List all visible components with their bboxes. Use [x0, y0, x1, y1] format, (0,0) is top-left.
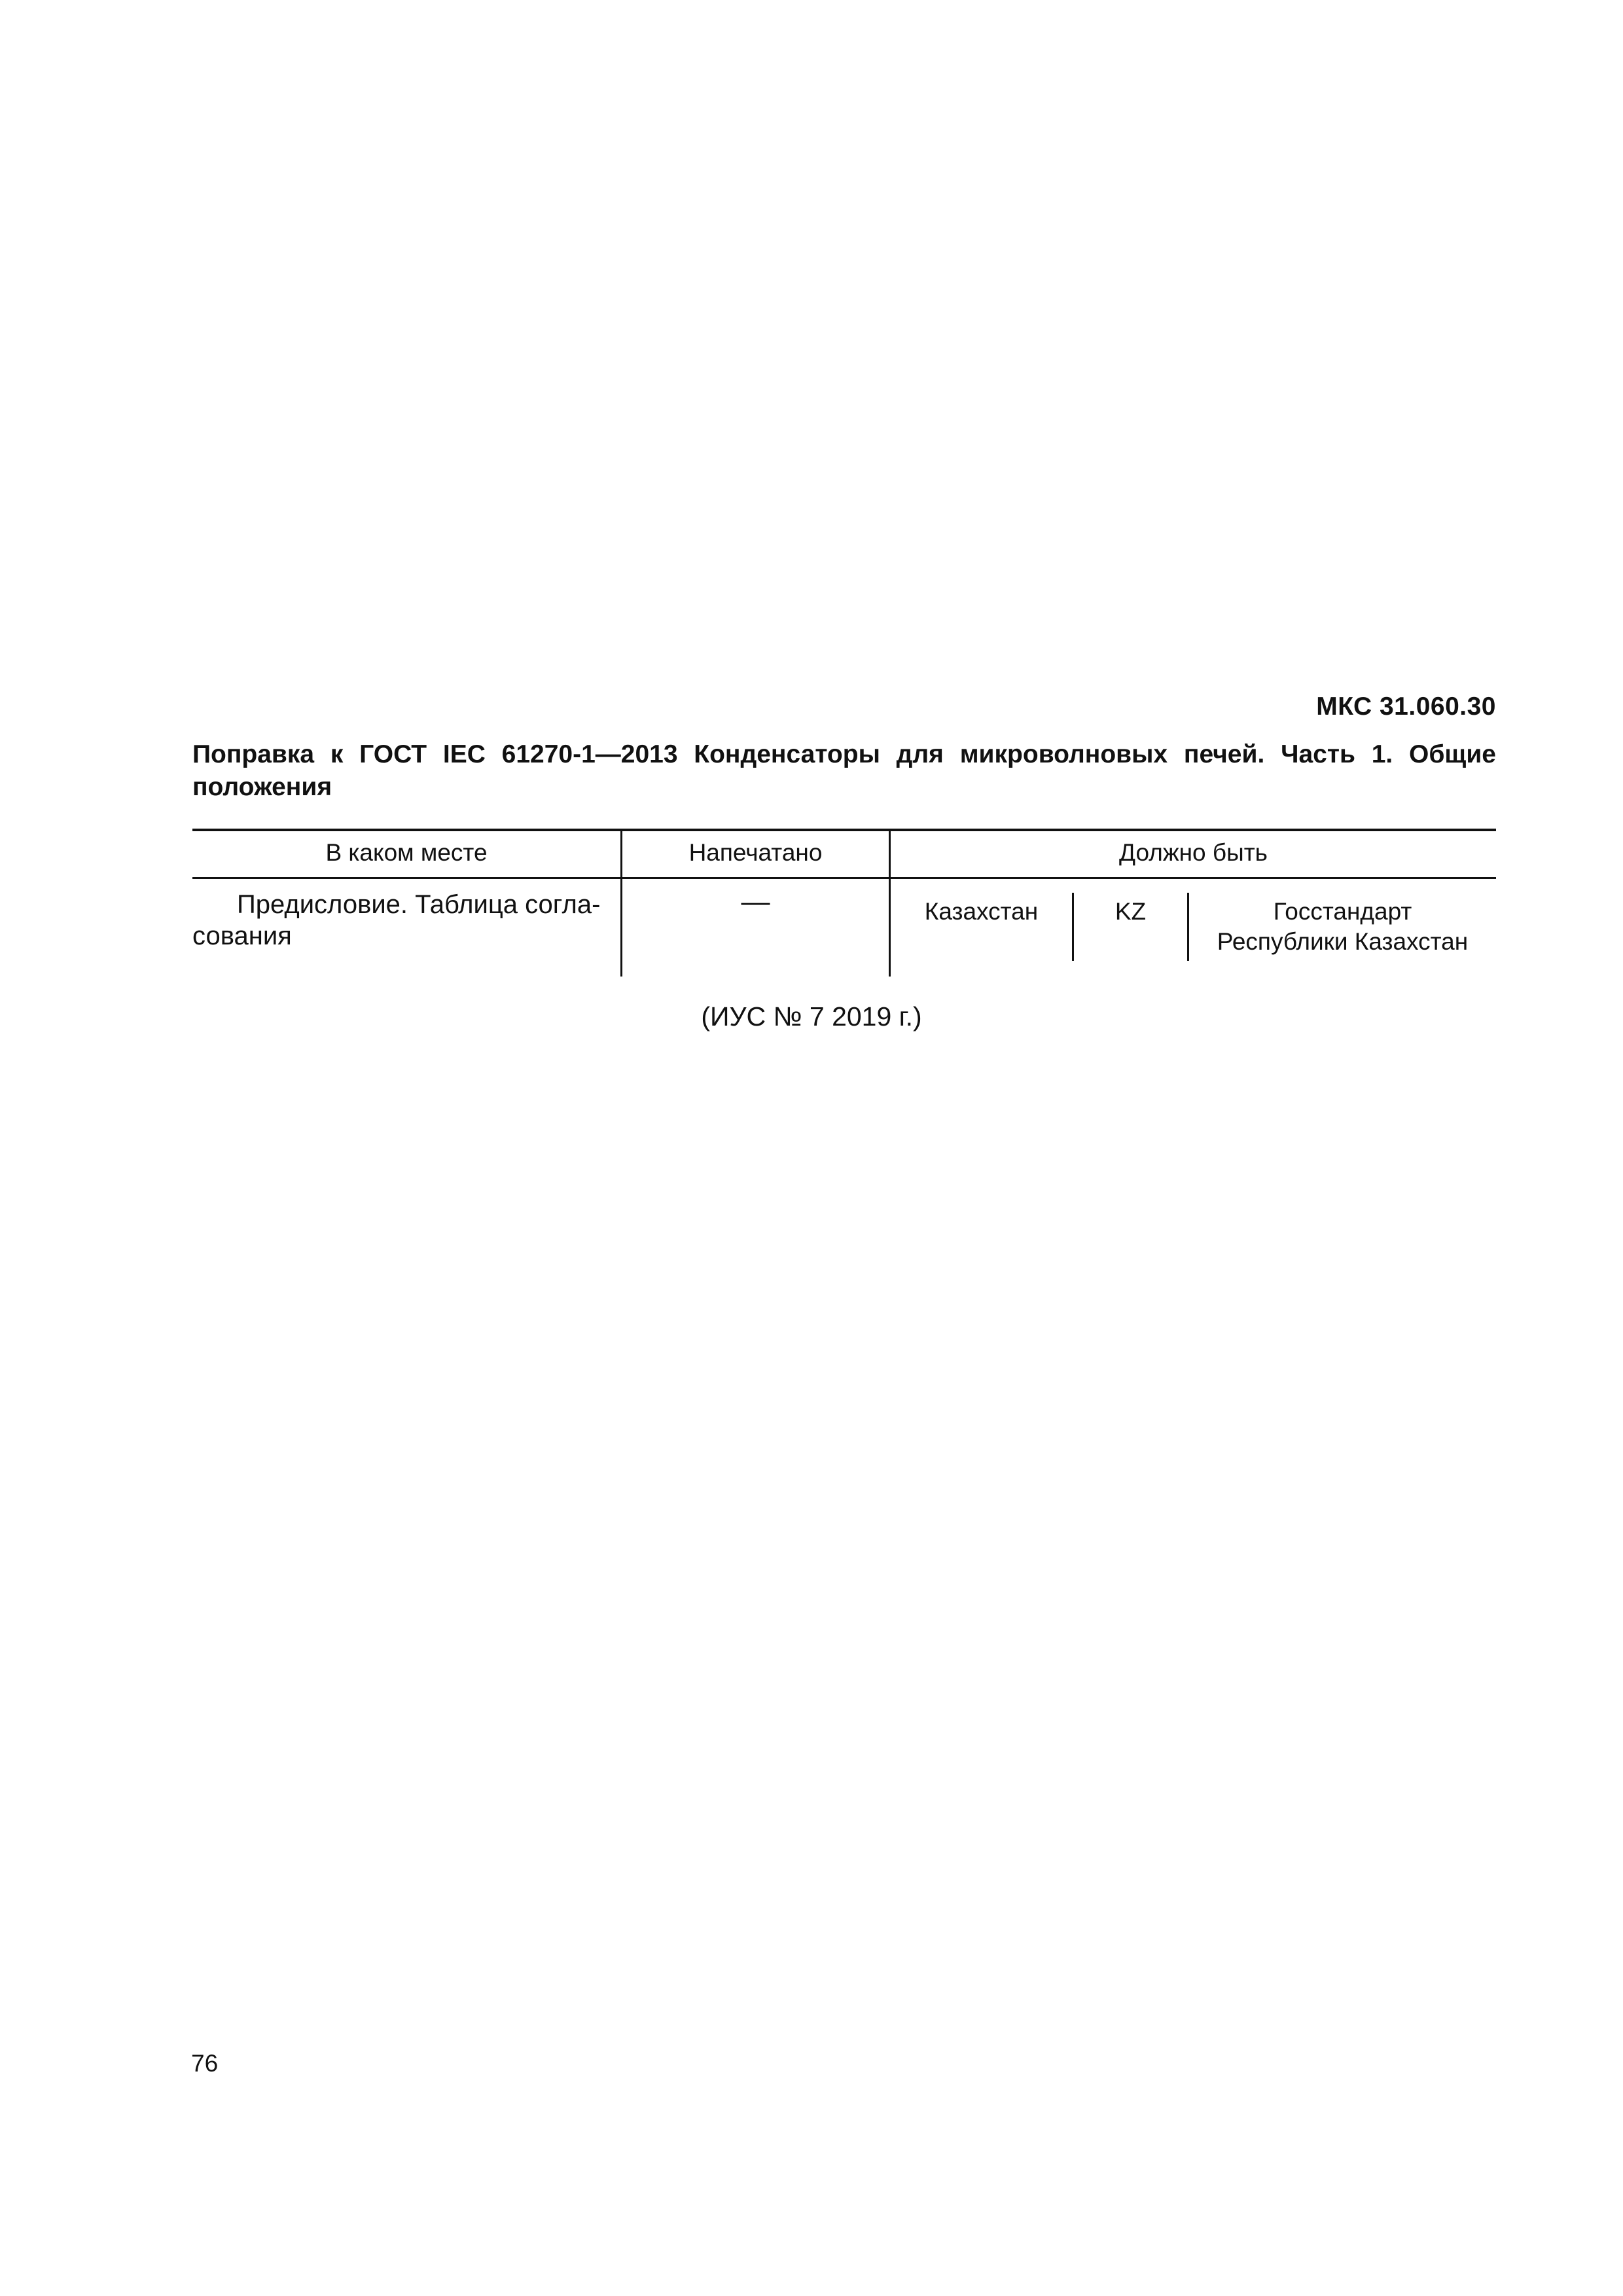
table-header-rule — [192, 877, 1496, 879]
cell-printed: — — [741, 886, 770, 918]
cell-country-code: KZ — [1115, 898, 1147, 925]
cell-location: Предисловие. Таблица согла- сования — [192, 890, 601, 950]
ius-reference: (ИУС № 7 2019 г.) — [701, 1001, 922, 1031]
header-printed: Напечатано — [688, 839, 823, 866]
classification-code: МКС 31.060.30 — [1316, 692, 1496, 721]
cell-country: Казахстан — [924, 898, 1039, 925]
cell-authority: Госстандарт Республики Казахстан — [1217, 898, 1469, 955]
page-number: 76 — [191, 2050, 219, 2077]
table-top-rule — [192, 829, 1496, 831]
header-location: В каком месте — [325, 839, 488, 866]
amendment-table — [192, 829, 1496, 977]
header-should-be: Должно быть — [1119, 839, 1268, 866]
amendment-title: Поправка к ГОСТ IEC 61270-1—2013 Конденсаторы для микроволновых печей. Часть 1. Общие положения — [192, 740, 1496, 801]
